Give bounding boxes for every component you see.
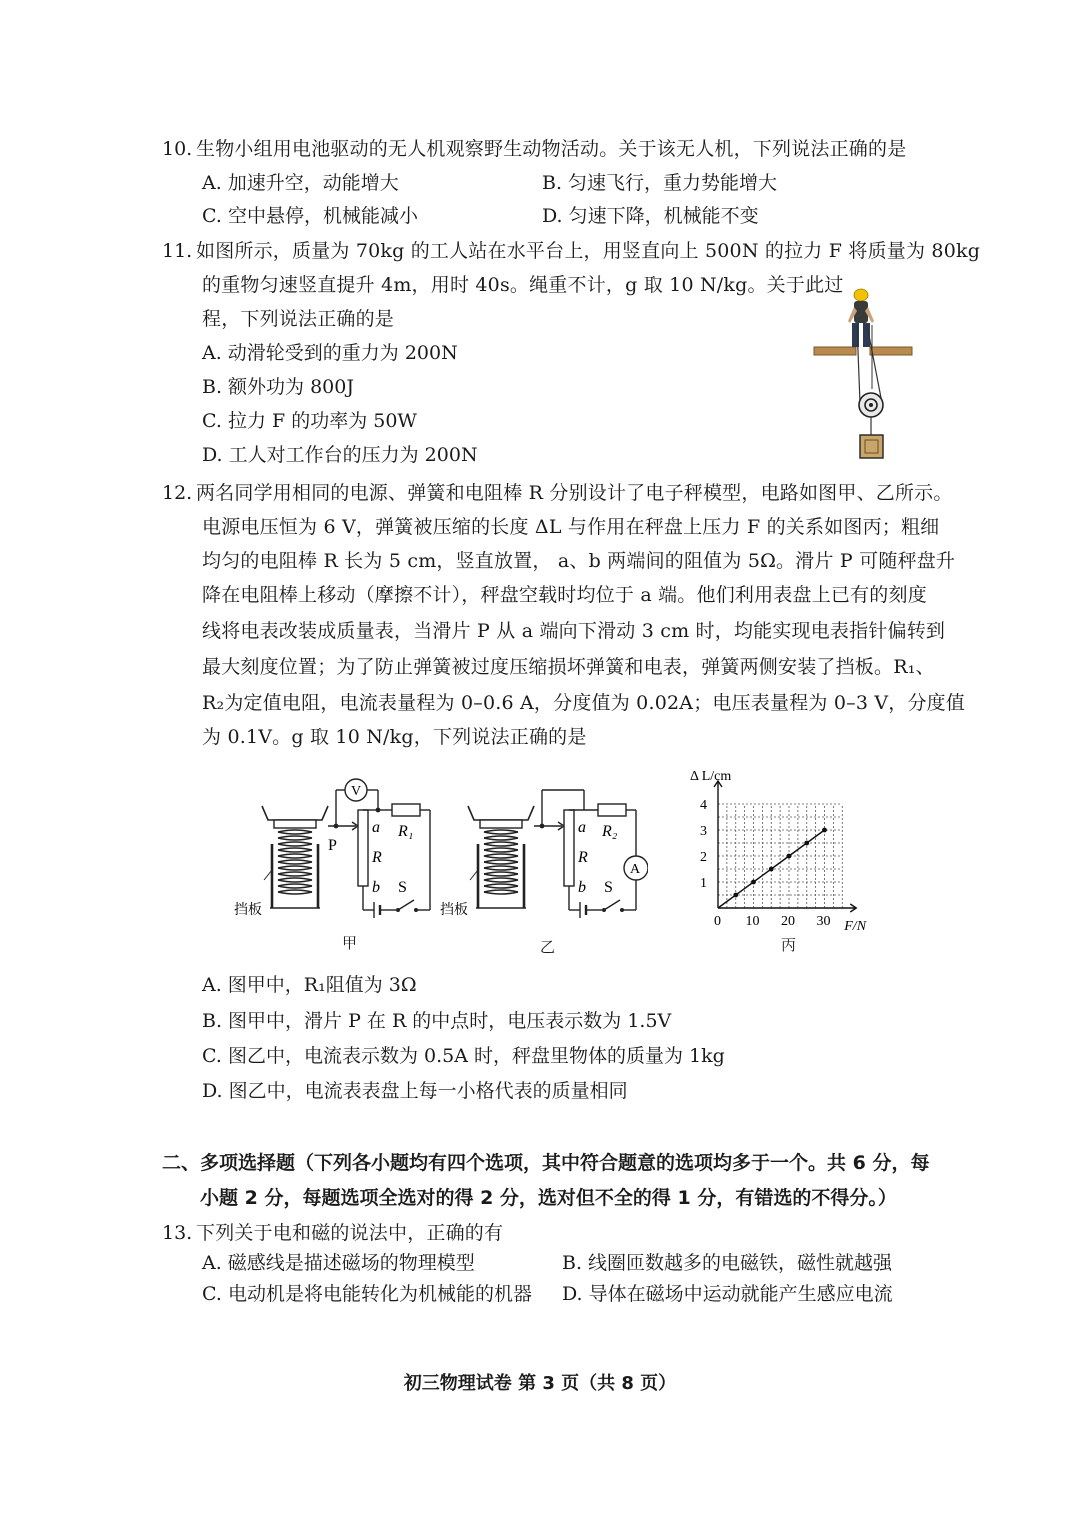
circuit-figure-jia bbox=[232, 770, 442, 920]
page-footer: 初三物理试卷 第 3 页（共 8 页） bbox=[403, 1373, 677, 1394]
data-point bbox=[787, 854, 792, 859]
y-tick-label: 2 bbox=[700, 850, 707, 865]
x-tick-label: 30 bbox=[816, 914, 831, 929]
label-r2: R₂ bbox=[602, 823, 618, 840]
label-a: a bbox=[578, 819, 586, 836]
label-a: a bbox=[372, 819, 380, 836]
q11-option-a: A. 动滑轮受到的重力为 200N bbox=[202, 342, 458, 364]
label-baffle: 挡板 bbox=[440, 903, 468, 918]
q12-stem-line4: 降在电阻棒上移动（摩擦不计），秤盘空载时均位于 a 端。他们利用表盘上已有的刻度 bbox=[202, 584, 927, 606]
label-r1: R₁ bbox=[398, 823, 414, 840]
q10-option-b: B. 匀速飞行，重力势能增大 bbox=[542, 172, 778, 194]
data-point bbox=[733, 893, 738, 898]
x-tick-label: 10 bbox=[745, 914, 760, 929]
q10-option-a: A. 加速升空，动能增大 bbox=[202, 172, 399, 194]
chart-axes bbox=[714, 781, 856, 912]
y-axis-label: Δ L/cm bbox=[690, 769, 732, 784]
spring bbox=[484, 830, 518, 894]
switch-s bbox=[604, 900, 620, 910]
q12-stem-line2: 电源电压恒为 6 V，弹簧被压缩的长度 ΔL 与作用在秤盘上压力 F 的关系如图丙；粗细 bbox=[202, 516, 940, 538]
weight-box bbox=[860, 435, 883, 458]
label-p: P bbox=[328, 837, 337, 854]
q11-stem-line2: 的重物匀速竖直提升 4m，用时 40s。绳重不计，g 取 10 N/kg。关于此过 bbox=[202, 274, 844, 296]
q11-option-d: D. 工人对工作台的压力为 200N bbox=[202, 444, 478, 466]
ammeter-label: A bbox=[630, 862, 641, 877]
chart-ticks bbox=[700, 798, 831, 929]
x-tick-label: 20 bbox=[781, 914, 795, 929]
r1-resistor bbox=[392, 804, 420, 816]
q12-stem-line3: 均匀的电阻棒 R 长为 5 cm，竖直放置， a、b 两端间的阻值为 5Ω。滑片 P 可随秤盘升 bbox=[202, 550, 956, 572]
q12-stem-line6: 最大刻度位置；为了防止弹簧被过度压缩损坏弹簧和电表，弹簧两侧安装了挡板。R₁、 bbox=[202, 656, 935, 678]
q12-number: 12. bbox=[162, 482, 193, 504]
resistor-rod bbox=[564, 810, 574, 886]
section-2-header-line1: 二、多项选择题（下列各小题均有四个选项，其中符合题意的选项均多于一个。共 6 分，每 bbox=[162, 1152, 930, 1174]
q13-option-a: A. 磁感线是描述磁场的物理模型 bbox=[202, 1252, 475, 1274]
r2-resistor bbox=[598, 804, 626, 816]
q13-stem: 下列关于电和磁的说法中，正确的有 bbox=[196, 1222, 504, 1244]
chart-series bbox=[718, 828, 827, 908]
x-axis-label: F/N bbox=[844, 919, 867, 934]
label-s: S bbox=[604, 879, 613, 896]
label-r: R bbox=[372, 849, 382, 866]
q13-option-c: C. 电动机是将电能转化为机械能的机器 bbox=[202, 1283, 532, 1305]
x-tick-label: 0 bbox=[714, 914, 721, 929]
q13-option-b: B. 线圈匝数越多的电磁铁，磁性就越强 bbox=[562, 1252, 893, 1274]
y-tick-label: 3 bbox=[700, 824, 707, 839]
caption-bing: 丙 bbox=[781, 936, 797, 954]
platform-right bbox=[870, 347, 912, 355]
switch-s bbox=[398, 900, 414, 910]
q10-option-c: C. 空中悬停，机械能减小 bbox=[202, 205, 418, 227]
q12-option-a: A. 图甲中，R₁阻值为 3Ω bbox=[202, 974, 417, 996]
data-point bbox=[751, 880, 756, 885]
label-r: R bbox=[578, 849, 588, 866]
q12-stem-line7: R₂为定值电阻，电流表量程为 0–0.6 A，分度值为 0.02A；电压表量程为 0–3 V，分度值 bbox=[202, 692, 966, 714]
q12-stem-line8: 为 0.1V。g 取 10 N/kg，下列说法正确的是 bbox=[202, 726, 587, 748]
q10-stem: 生物小组用电池驱动的无人机观察野生动物活动。关于该无人机，下列说法正确的是 bbox=[196, 138, 907, 160]
q11-stem-line3: 程，下列说法正确的是 bbox=[202, 308, 395, 330]
platform-left bbox=[814, 347, 856, 355]
graph-figure-bing bbox=[680, 760, 900, 935]
label-baffle: 挡板 bbox=[234, 903, 262, 918]
circuit-figure-yi bbox=[438, 770, 648, 920]
q12-option-b: B. 图甲中，滑片 P 在 R 的中点时，电压表示数为 1.5V bbox=[202, 1010, 672, 1032]
label-s: S bbox=[398, 879, 407, 896]
section-2-header-line2: 小题 2 分，每题选项全选对的得 2 分，选对但不全的得 1 分，有错选的不得分。） bbox=[200, 1187, 897, 1209]
q12-option-d: D. 图乙中，电流表表盘上每一小格代表的质量相同 bbox=[202, 1080, 628, 1102]
q12-stem-line1: 两名同学用相同的电源、弹簧和电阻棒 R 分别设计了电子秤模型，电路如图甲、乙所示。 bbox=[196, 482, 953, 504]
voltmeter-label: V bbox=[351, 784, 362, 799]
q11-number: 11. bbox=[162, 240, 193, 262]
q11-stem-line1: 如图所示，质量为 70kg 的工人站在水平台上，用竖直向上 500N 的拉力 F 将质量为 80kg bbox=[196, 240, 981, 262]
data-point bbox=[822, 828, 827, 833]
rope-right bbox=[867, 325, 882, 403]
q11-option-b: B. 额外功为 800J bbox=[202, 376, 354, 398]
q12-option-c: C. 图乙中，电流表示数为 0.5A 时，秤盘里物体的质量为 1kg bbox=[202, 1045, 725, 1067]
q10-number: 10. bbox=[162, 138, 193, 160]
y-tick-label: 1 bbox=[700, 876, 707, 891]
spring bbox=[278, 830, 312, 894]
pulley-worker-figure bbox=[810, 285, 920, 465]
q10-option-d: D. 匀速下降，机械能不变 bbox=[542, 205, 759, 227]
resistor-rod bbox=[358, 810, 368, 886]
chart-grid bbox=[718, 804, 842, 908]
q13-number: 13. bbox=[162, 1222, 193, 1244]
y-tick-label: 4 bbox=[700, 798, 707, 813]
data-point bbox=[804, 841, 809, 846]
q13-option-d: D. 导体在磁场中运动就能产生感应电流 bbox=[562, 1283, 893, 1305]
data-point bbox=[769, 867, 774, 872]
caption-yi: 乙 bbox=[540, 938, 556, 956]
label-b: b bbox=[372, 879, 380, 896]
caption-jia: 甲 bbox=[342, 934, 358, 952]
q11-option-c: C. 拉力 F 的功率为 50W bbox=[202, 410, 417, 432]
q12-stem-line5: 线将电表改装成质量表，当滑片 P 从 a 端向下滑动 3 cm 时，均能实现电表指针偏转到 bbox=[202, 620, 946, 642]
label-b: b bbox=[578, 879, 586, 896]
